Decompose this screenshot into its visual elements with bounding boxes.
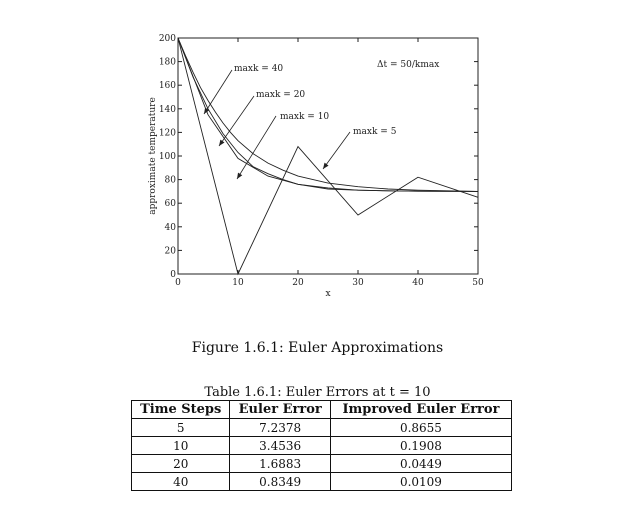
y-tick-label: 80: [164, 175, 176, 186]
cell-time-steps: 40: [132, 473, 230, 491]
y-tick-label: 0: [170, 270, 176, 280]
y-tick-label: 160: [158, 81, 176, 92]
annotation-label: maxk = 20: [256, 90, 306, 100]
cell-time-steps: 10: [132, 437, 230, 455]
x-tick-label: 30: [352, 278, 364, 288]
y-tick-label: 60: [164, 199, 176, 210]
annotation-arrowhead: [323, 163, 329, 169]
table-row: [132, 437, 512, 455]
cell-time-steps: 20: [132, 455, 230, 473]
annotation-arrow: [323, 132, 350, 169]
cell-euler-error: 3.4536: [230, 437, 330, 455]
series-line-3: [178, 38, 478, 274]
x-tick-label: 0: [175, 278, 181, 288]
series-lines: [178, 38, 478, 274]
table-row: [132, 455, 512, 473]
y-tick-label: 200: [158, 34, 176, 44]
cell-improved-euler-error: 0.8655: [330, 419, 511, 437]
annotation-label: maxk = 10: [280, 112, 330, 122]
cell-improved-euler-error: 0.0109: [330, 473, 511, 491]
chart-annotations: [204, 60, 439, 179]
x-tick-label: 40: [412, 278, 424, 288]
cell-euler-error: 0.8349: [230, 473, 330, 491]
annotation-arrowhead: [219, 140, 224, 146]
cell-improved-euler-error: 0.0449: [330, 455, 511, 473]
y-tick-label: 20: [164, 246, 176, 257]
y-tick-label: 140: [158, 104, 176, 115]
plot-frame: [178, 38, 478, 274]
y-tick-label: 40: [164, 222, 176, 233]
cell-time-steps: 5: [132, 419, 230, 437]
annotation-label: maxk = 5: [353, 127, 397, 137]
annotation-label: maxk = 40: [234, 64, 284, 74]
table-caption: Table 1.6.1: Euler Errors at t = 10: [204, 385, 431, 400]
x-tick-label: 20: [292, 278, 304, 288]
euler-errors-table: [131, 400, 512, 491]
x-axis-label: x: [325, 289, 331, 299]
annotation-arrow: [204, 70, 232, 114]
y-tick-label: 120: [158, 128, 176, 139]
header-time-steps: Time Steps: [132, 401, 230, 419]
table-row: [132, 419, 512, 437]
annotation-arrowhead: [237, 173, 242, 179]
y-tick-label: 180: [158, 57, 176, 68]
annotation-arrowhead: [204, 108, 209, 114]
axis-ticks: [159, 34, 484, 288]
annotation-label: Δt = 50/kmax: [377, 60, 440, 70]
y-tick-label: 100: [158, 152, 176, 162]
cell-improved-euler-error: 0.1908: [330, 437, 511, 455]
x-tick-label: 10: [232, 278, 244, 288]
header-euler-error: Euler Error: [230, 401, 330, 419]
y-axis-label: approximate temperature: [148, 97, 158, 215]
x-tick-label: 50: [472, 278, 484, 288]
table-row: [132, 473, 512, 491]
table-header-row: [132, 401, 512, 419]
cell-euler-error: 7.2378: [230, 419, 330, 437]
cell-euler-error: 1.6883: [230, 455, 330, 473]
figure-caption: Figure 1.6.1: Euler Approximations: [191, 340, 444, 356]
header-improved-euler-error: Improved Euler Error: [330, 401, 511, 419]
